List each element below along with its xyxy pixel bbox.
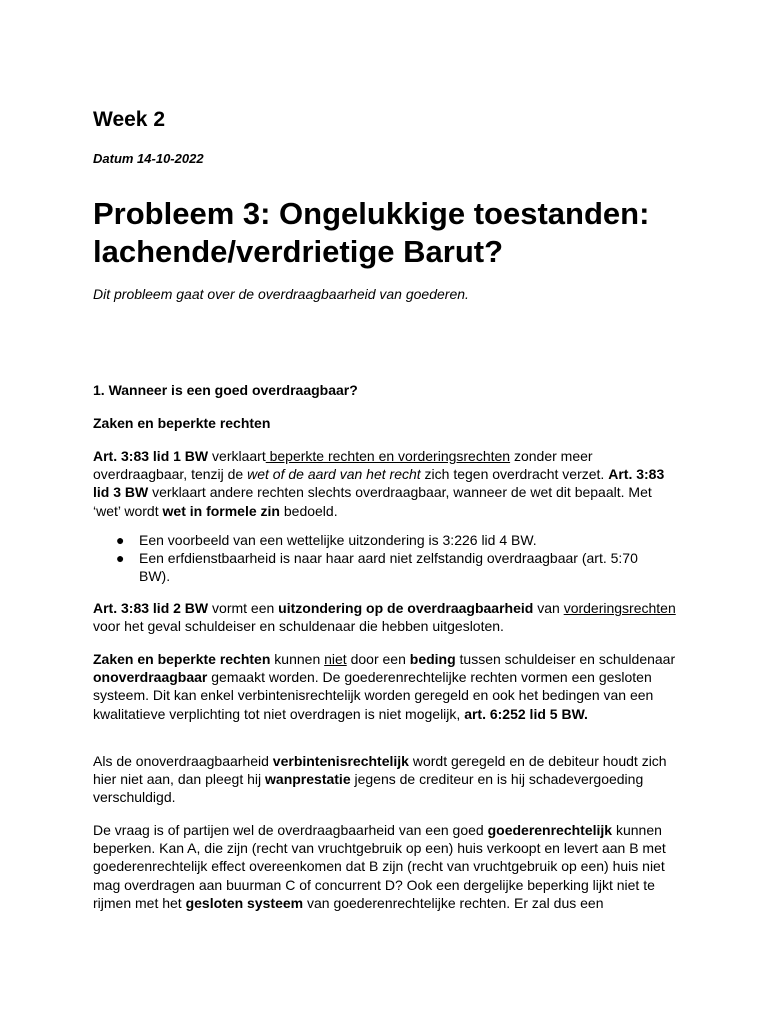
text-bold: onoverdraagbaar	[93, 669, 208, 686]
text: verklaart andere rechten slechts overdraagbaar, wanneer de wet dit bepaalt. Met ‘wet’ wordt	[93, 484, 652, 519]
text: verklaart	[208, 448, 266, 464]
text: bedoeld.	[279, 502, 338, 519]
text-bold: gesloten systeem	[185, 894, 304, 911]
text: Als de onoverdraagbaarheid	[93, 753, 273, 769]
text: kunnen	[270, 651, 325, 667]
text: kunnen beperken. Kan A, die zijn (recht van vruchtgebruik op een) huis verkoopt en levert aan B met goederenrechtelijk effect overeenkomen dat B zijn (recht van vruchtgebruik op een) huis niet mag overdragen aan buurman C of concurrent D? Ook een dergelijke beperking lijkt niet te rijmen met het	[93, 822, 666, 911]
bullet-icon: ●	[116, 532, 125, 548]
text: tussen schuldeiser en schuldenaar	[455, 651, 676, 667]
list-item	[93, 531, 663, 549]
paragraph-4	[93, 752, 681, 807]
text-underline: vorderingsrechten	[563, 600, 676, 616]
paragraph-5	[93, 821, 681, 912]
text-bold: Zaken en beperkte rechten	[93, 651, 271, 667]
text-underline: niet	[324, 651, 347, 667]
text-italic: wet of de aard van het recht	[247, 466, 421, 483]
text-bold: beding	[409, 651, 456, 667]
list-item-text: Een erfdienstbaarheid is naar haar aard niet zelfstandig overdraagbaar (art. 5:70 BW).	[139, 550, 638, 585]
text-bold: Art. 3:83 lid 3 BW	[93, 466, 665, 501]
paragraph-1	[93, 447, 681, 520]
text-bold: art. 6:252 lid 5 BW.	[464, 705, 588, 722]
paragraph-2	[93, 599, 681, 635]
text: door een	[346, 651, 410, 667]
text-bold: uitzondering op de overdraagbaarheid	[278, 600, 534, 616]
text-bold: verbintenisrechtelijk	[272, 753, 409, 769]
bullet-icon: ●	[116, 550, 125, 567]
text: zich tegen overdracht verzet.	[420, 466, 609, 483]
section-subheading: Zaken en beperkte rechten	[93, 415, 271, 431]
text-bold: Art. 3:83 lid 2 BW	[93, 600, 209, 616]
text: gemaakt worden. De goederenrechtelijke rechten vormen een gesloten systeem. Dit kan enkel verbintenisrechtelijk worden geregeld en ook het bedingen van een kwalitatieve verplichting tot niet overdragen is niet mogelijk,	[93, 669, 654, 722]
text-bold: wet in formele zin	[162, 502, 280, 519]
date-line: Datum 14-10-2022	[93, 151, 204, 166]
text: van	[533, 600, 564, 616]
page-title: Probleem 3: Ongelukkige toestanden: lachende/verdrietige Barut?	[93, 196, 650, 269]
text-bold: wanprestatie	[265, 771, 351, 788]
text: jegens de crediteur en is hij schadevergoeding verschuldigd.	[93, 771, 644, 806]
question-heading: 1. Wanneer is een goed overdraagbaar?	[93, 382, 358, 398]
intro-text: Dit probleem gaat over de overdraagbaarheid van goederen.	[93, 286, 469, 302]
text: zonder meer overdraagbaar, tenzij de	[93, 448, 593, 483]
text: van goederenrechtelijke rechten. Er zal dus een	[303, 894, 604, 911]
text: wordt geregeld en de debiteur houdt zich hier niet aan, dan pleegt hij	[93, 753, 667, 788]
week-heading: Week 2	[93, 108, 165, 131]
paragraph-3	[93, 650, 681, 723]
text: voor het geval schuldeiser en schuldenaar die hebben uitgesloten.	[93, 618, 504, 635]
list-item-text: Een voorbeeld van een wettelijke uitzondering is 3:226 lid 4 BW.	[139, 532, 537, 548]
text: vormt een	[208, 600, 279, 616]
text-bold: goederenrechtelijk	[487, 822, 613, 838]
list-item	[93, 549, 663, 585]
text: De vraag is of partijen wel de overdraagbaarheid van een goed	[93, 822, 488, 838]
text-underline: beperkte rechten en vorderingsrechten	[265, 448, 511, 464]
text-bold: Art. 3:83 lid 1 BW	[93, 448, 209, 464]
bullet-list	[93, 531, 663, 586]
